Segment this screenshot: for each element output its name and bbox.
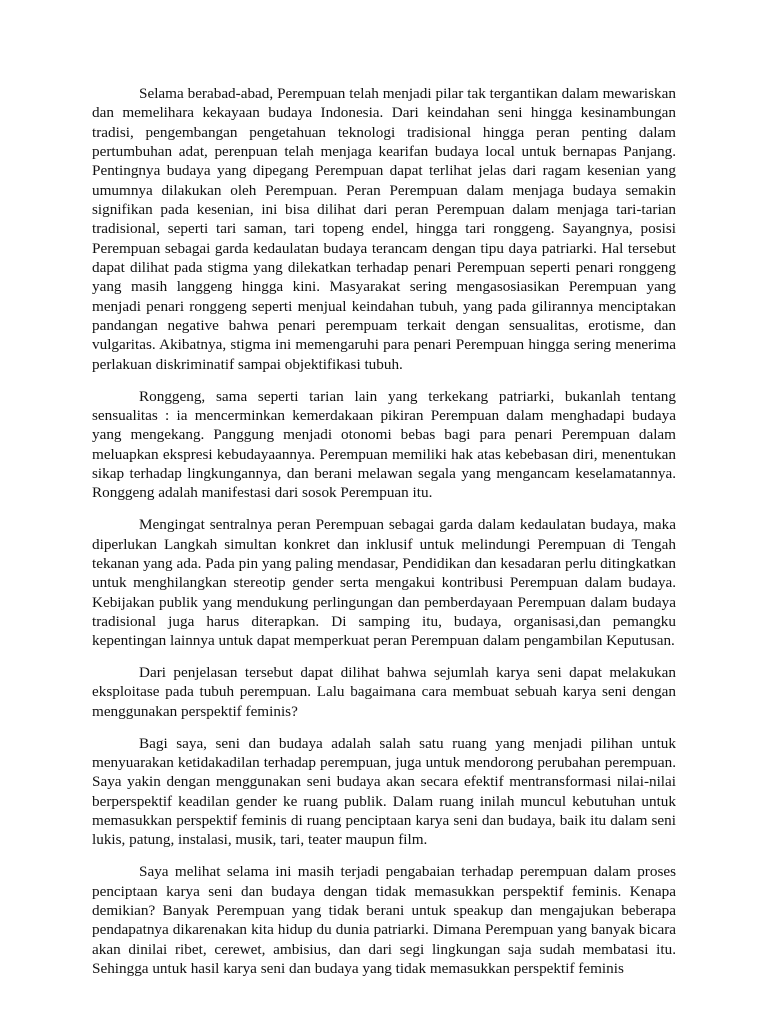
- paragraph-4: Dari penjelasan tersebut dapat dilihat bahwa sejumlah karya seni dapat melakukan eksploitase pada tubuh perempuan. Lalu bagaimana cara membuat sebuah karya seni dengan menggunakan perspektif feminis?: [92, 664, 676, 720]
- paragraph-6: Saya melihat selama ini masih terjadi pengabaian terhadap perempuan dalam proses penciptaan karya seni dan budaya dengan tidak memasukkan perspektif feminis. Kenapa demikian? Banyak Perempuan yang tidak berani untuk speakup dan mengajukan beberapa pendapatnya dikarenakan kita hidup du dunia patriarki. Dimana Perempuan yang banyak bicara akan dinilai ribet, cerewet, ambisius, dan dari segi lingkungan saja sudah membatasi itu. Sehingga untuk hasil karya seni dan budaya yang tidak memasukkan perspektif feminis: [92, 863, 676, 977]
- paragraph-1: Selama berabad-abad, Perempuan telah menjadi pilar tak tergantikan dalam mewariskan dan memelihara kekayaan budaya Indonesia. Dari keindahan seni hingga kesinambungan tradisi, pengembangan pengetahuan teknologi tradisional hingga peran penting dalam pertumbuhan adat, perenpuan telah menjaga kearifan budaya local untuk bernapas Panjang. Pentingnya budaya yang dipegang Perempuan dapat terlihat jelas dari ragam kesenian yang umumnya dilakukan oleh Perempuan. Peran Perempuan dalam menjaga budaya semakin signifikan pada kesenian, ini bisa dilihat dari peran Perempuan dalam menjaga tari-tarian tradisional, seperti tari saman, tari topeng endel, hingga tari ronggeng. Sayangnya, posisi Perempuan sebagai garda kedaulatan budaya terancam dengan tipu daya patriarki. Hal tersebut dapat dilihat pada stigma yang dilekatkan terhadap penari Perempuan seperti penari ronggeng yang masih langgeng hingga kini. Masyarakat sering mengasosiasikan Perempuan yang menjadi penari ronggeng seperti menjual keindahan tubuh, yang pada gilirannya menciptakan pandangan negative bahwa penari perempuam terkait dengan sensualitas, erotisme, dan vulgaritas. Akibatnya, stigma ini memengaruhi para penari Perempuan hingga sering menerima perlakuan diskriminatif sampai objektifikasi tubuh.: [92, 85, 676, 373]
- paragraph-2: Ronggeng, sama seperti tarian lain yang terkekang patriarki, bukanlah tentang sensualitas : ia mencerminkan kemerdakaan pikiran Perempuan dalam menghadapi budaya yang mengekang. Panggung menjadi otonomi bebas bagi para penari Perempuan dalam meluapkan ekspresi kebudayaannya. Perempuan memiliki hak atas kebebasan diri, menentukan sikap terhadap lingkungannya, dan berani melawan segala yang mengancam keselamatannya. Ronggeng adalah manifestasi dari sosok Perempuan itu.: [92, 387, 676, 502]
- document-page: [92, 84, 676, 991]
- paragraph-5: Bagi saya, seni dan budaya adalah salah satu ruang yang menjadi pilihan untuk menyuarakan ketidakadilan terhadap perempuan, juga untuk mendorong perubahan perempuan. Saya yakin dengan menggunakan seni budaya akan secara efektif mentransformasi nilai-nilai berperspektif keadilan gender ke ruang publik. Dalam ruang inilah muncul kebutuhan untuk memasukkan perspektif feminis di ruang penciptaan karya seni dan budaya, baik itu dalam seni lukis, patung, instalasi, musik, tari, teater maupun film.: [92, 734, 676, 849]
- paragraph-3: Mengingat sentralnya peran Perempuan sebagai garda dalam kedaulatan budaya, maka diperlukan Langkah simultan konkret dan inklusif untuk melindungi Perempuan di Tengah tekanan yang ada. Pada pin yang paling mendasar, Pendidikan dan kesadaran perlu ditingkatkan untuk menghilangkan stereotip gender serta mengakui kontribusi Perempuan dalam budaya. Kebijakan publik yang mendukung perlingungan dan pemberdayaan Perempuan dalam budaya tradisional juga harus diterapkan. Di samping itu, budaya, organisasi,dan pemangku kepentingan lainnya untuk dapat memperkuat peran Perempuan dalam pengambilan Keputusan.: [92, 516, 676, 650]
